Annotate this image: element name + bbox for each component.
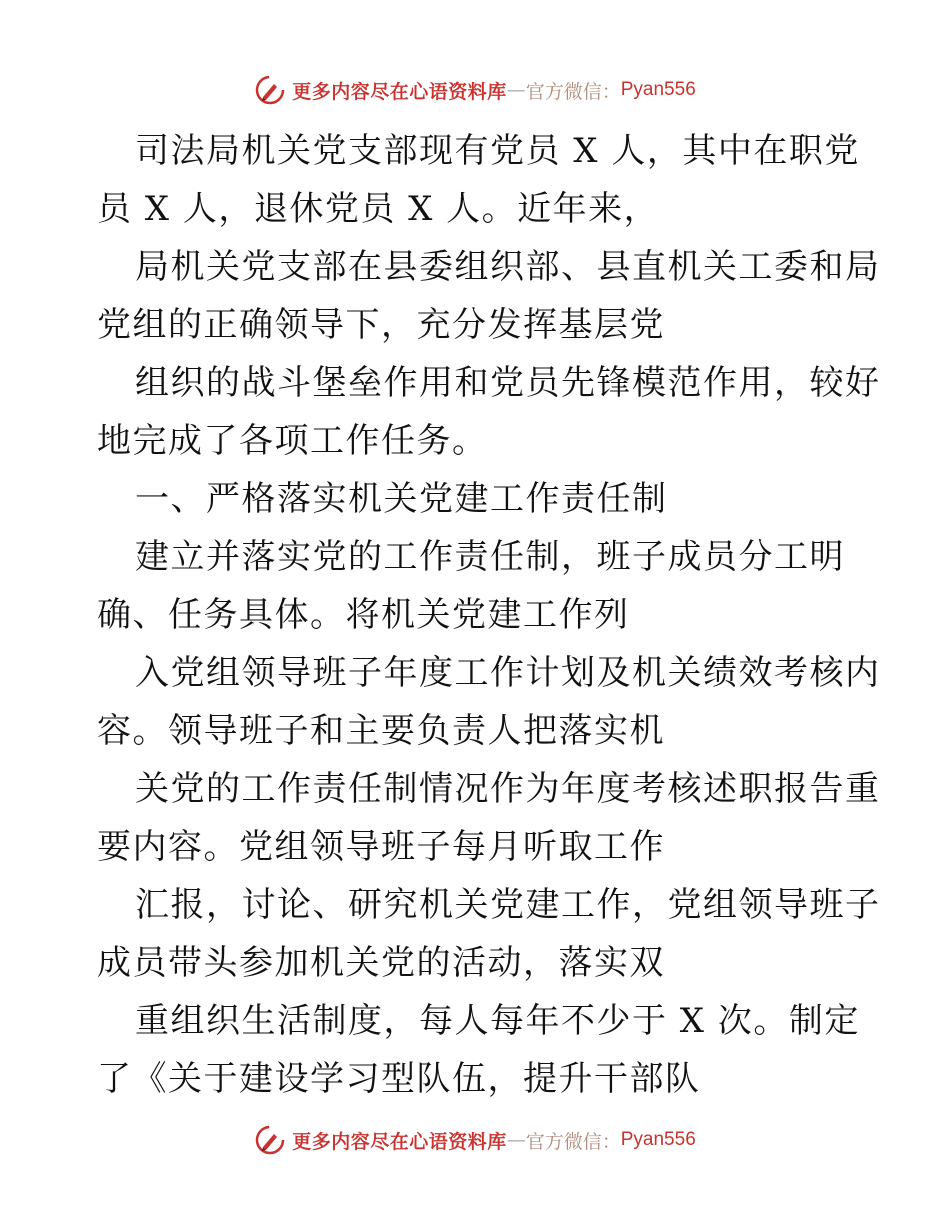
banner-site-text: 更多内容尽在心语资料库 (292, 80, 507, 103)
banner-separator: — (506, 79, 526, 101)
text-line: 重组织生活制度，每人每年不少于 X 次。制定 (135, 1001, 860, 1041)
banner-separator: — (506, 1129, 526, 1151)
text-line: 局机关党支部在县委组织部、县直机关工委和局 (135, 247, 881, 287)
text-line: 地完成了各项工作任务。 (97, 421, 488, 461)
header-banner (0, 70, 950, 110)
pen-swirl-logo-icon (254, 1124, 286, 1156)
section-heading: 一、严格落实机关党建工作责任制 (135, 479, 668, 519)
text-line: 入党组领导班子年度工作计划及机关绩效考核内 (135, 653, 881, 693)
banner-wechat-id: Pyan556 (620, 1129, 696, 1150)
text-line: 关党的工作责任制情况作为年度考核述职报告重 (135, 769, 881, 809)
text-line: 党组的正确领导下，充分发挥基层党 (97, 305, 665, 345)
text-line: 要内容。党组领导班子每月听取工作 (97, 827, 665, 867)
text-line: 了《关于建设学习型队伍，提升干部队 (97, 1059, 701, 1099)
text-line: 员 X 人，退休党员 X 人。近年来， (97, 189, 660, 229)
text-line: 司法局机关党支部现有党员 X 人，其中在职党 (135, 131, 860, 171)
banner-site-text: 更多内容尽在心语资料库 (292, 1130, 507, 1153)
text-line: 建立并落实党的工作责任制，班子成员分工明 (135, 537, 845, 577)
banner-wechat-label: 官方微信： (525, 80, 621, 103)
document-body (97, 122, 881, 1108)
text-line: 组织的战斗堡垒作用和党员先锋模范作用，较好 (135, 363, 881, 403)
text-line: 汇报，讨论、研究机关党建工作，党组领导班子 (135, 885, 881, 925)
text-line: 确、任务具体。将机关党建工作列 (97, 595, 630, 635)
banner-wechat-label: 官方微信： (525, 1130, 621, 1153)
footer-banner (0, 1120, 950, 1160)
pen-swirl-logo-icon (254, 74, 286, 106)
text-line: 容。领导班子和主要负责人把落实机 (97, 711, 665, 751)
banner-wechat-id: Pyan556 (620, 79, 696, 100)
text-line: 成员带头参加机关党的活动，落实双 (97, 943, 665, 983)
